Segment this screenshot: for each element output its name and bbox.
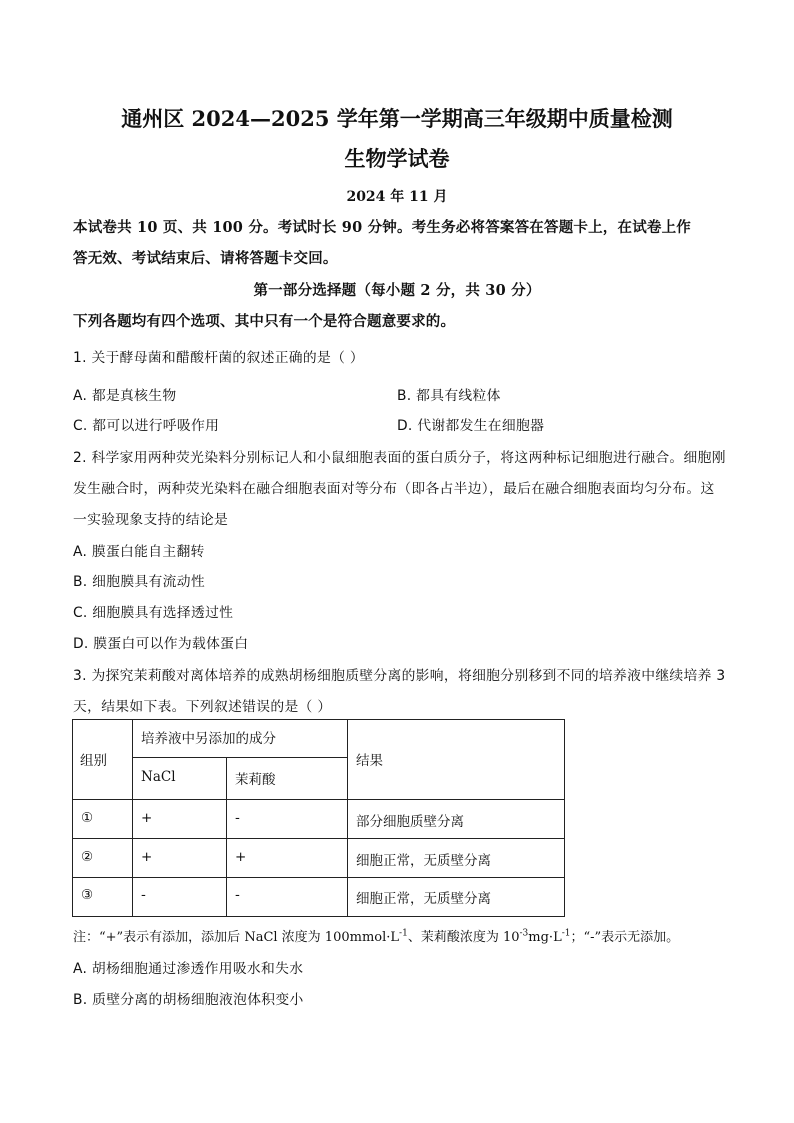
question-1-option-b: B. 都具有线粒体 <box>397 388 501 404</box>
question-3-stem-line1: 3. 为探究茉莉酸对离体培养的成熟胡杨细胞质壁分离的影响，将细胞分别移到不同的培养液中继续培养 3 <box>73 668 726 684</box>
exam-title: 通州区 2024—2025 学年第一学期高三年级期中质量检测 <box>121 106 673 131</box>
question-2-stem-line3: 一实验现象支持的结论是 <box>73 512 229 528</box>
exam-date: 2024 年 11 月 <box>346 189 448 205</box>
table-row-1-nacl: + <box>141 810 153 826</box>
question-3-option-a: A. 胡杨细胞通过渗透作用吸水和失水 <box>73 961 304 977</box>
question-1-option-c: C. 都可以进行呼吸作用 <box>73 418 220 434</box>
table-row-2-result: 细胞正常，无质壁分离 <box>356 853 491 869</box>
question-2-option-a: A. 膜蛋白能自主翻转 <box>73 544 205 560</box>
question-1-option-a: A. 都是真核生物 <box>73 388 177 404</box>
exam-subtitle: 生物学试卷 <box>344 146 450 171</box>
exam-notice-line2: 答无效、考试结束后、请将答题卡交回。 <box>73 250 338 267</box>
table-row-1-result: 部分细胞质壁分离 <box>356 814 464 830</box>
table-row-1-group: ① <box>81 810 94 826</box>
table-header-ja: 茉莉酸 <box>235 772 276 788</box>
question-2-option-c: C. 细胞膜具有选择透过性 <box>73 605 234 621</box>
question-3-stem-line2: 天，结果如下表。下列叙述错误的是（ ） <box>73 699 332 715</box>
table-row-2-group: ② <box>81 849 94 865</box>
table-header-group: 组别 <box>80 753 107 769</box>
table-row-2-ja: + <box>235 849 247 865</box>
question-1-option-d: D. 代谢都发生在细胞器 <box>397 418 545 434</box>
section-heading: 第一部分选择题（每小题 2 分，共 30 分） <box>253 282 541 299</box>
table-row-3-ja: - <box>235 887 240 903</box>
table-header-result: 结果 <box>356 753 383 769</box>
table-row-3-nacl: - <box>141 887 146 903</box>
question-3-option-b: B. 质壁分离的胡杨细胞液泡体积变小 <box>73 992 304 1008</box>
table-row-3-result: 细胞正常，无质壁分离 <box>356 891 491 907</box>
question-2-option-d: D. 膜蛋白可以作为载体蛋白 <box>73 636 249 652</box>
table-note: 注：“+”表示有添加，添加后 NaCl 浓度为 $100mmol\cdot L^{-1}$、茉莉酸浓度为 $10^{-3}mg\cdot L^{-1}$；“-”表示无添加。 <box>73 928 680 945</box>
question-2-stem-line1: 2. 科学家用两种荧光染料分别标记人和小鼠细胞表面的蛋白质分子，将这两种标记细胞进行融合。细胞刚 <box>73 450 726 466</box>
table-row-3-group: ③ <box>81 887 94 903</box>
table-row-2-nacl: + <box>141 849 153 865</box>
exam-notice-line1: 本试卷共 10 页、共 100 分。考试时长 90 分钟。考生务必将答案答在答题卡上，在试卷上作 <box>73 219 692 236</box>
question-1-stem: 1. 关于酵母菌和醋酸杆菌的叙述正确的是（ ） <box>73 350 364 366</box>
table-row-1-ja: - <box>235 810 240 826</box>
table-header-added: 培养液中另添加的成分 <box>141 731 276 747</box>
question-2-stem-line2: 发生融合时，两种荧光染料在融合细胞表面对等分布（即各占半边），最后在融合细胞表面均匀分布。这 <box>73 481 715 497</box>
section-instruction: 下列各题均有四个选项、其中只有一个是符合题意要求的。 <box>73 313 456 330</box>
question-2-option-b: B. 细胞膜具有流动性 <box>73 574 205 590</box>
table-header-nacl: NaCl <box>141 769 176 785</box>
